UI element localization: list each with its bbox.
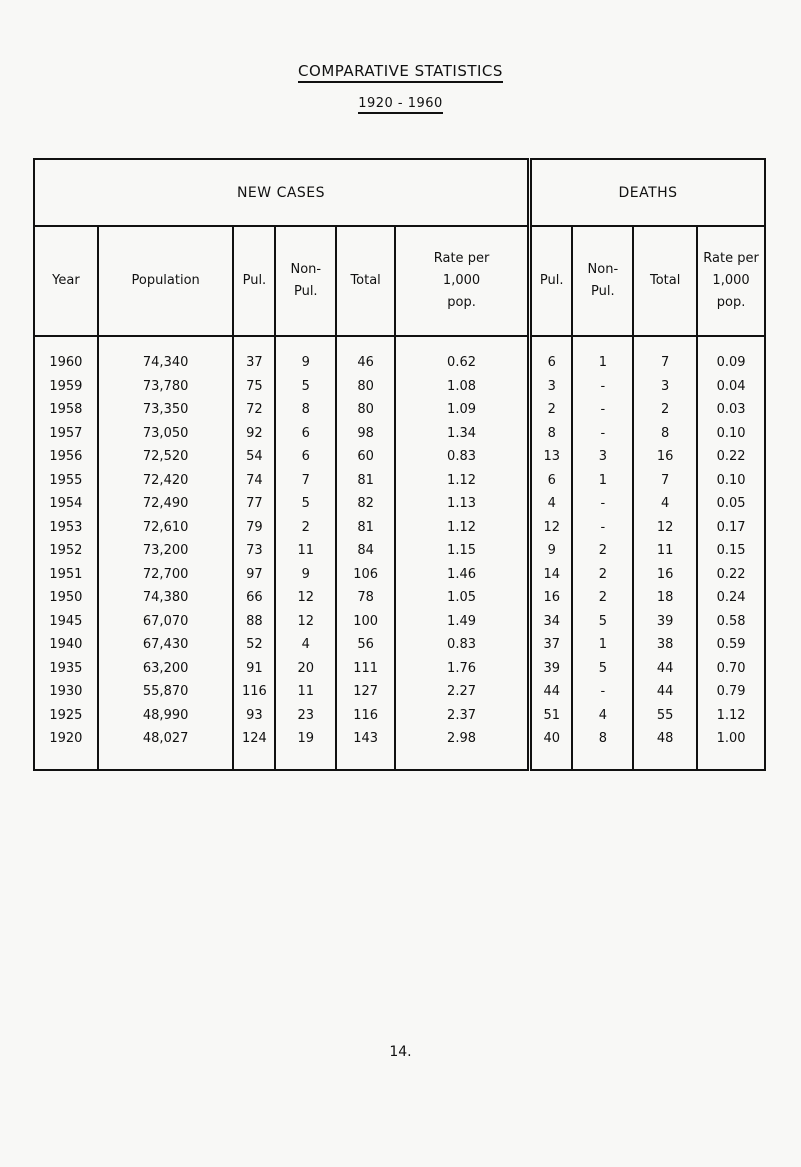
page-subtitle xyxy=(0,96,801,111)
cell-total: 80 xyxy=(336,398,395,422)
cell-non-pul: 9 xyxy=(275,351,336,375)
cell-pul: 124 xyxy=(233,727,275,751)
cell-deaths-non-pul: 2 xyxy=(572,586,633,610)
cell-rate: 1.08 xyxy=(395,375,529,399)
cell-total: 78 xyxy=(336,586,395,610)
cell-pul: 75 xyxy=(233,375,275,399)
new-cases-header: NEW CASES xyxy=(34,159,530,226)
cell-deaths-rate: 0.22 xyxy=(697,563,765,587)
cell-deaths-total: 55 xyxy=(633,704,697,728)
cell-year: 1950 xyxy=(34,586,98,610)
cell-rate: 0.83 xyxy=(395,445,529,469)
table-row xyxy=(34,727,765,751)
table-row xyxy=(34,351,765,375)
table-row xyxy=(34,633,765,657)
cell-non-pul: 5 xyxy=(275,492,336,516)
deaths-header: DEATHS xyxy=(530,159,765,226)
cell-non-pul: 4 xyxy=(275,633,336,657)
cell-deaths-rate: 0.24 xyxy=(697,586,765,610)
cell-deaths-non-pul: 1 xyxy=(572,633,633,657)
cell-deaths-total: 44 xyxy=(633,657,697,681)
cell-deaths-total: 38 xyxy=(633,633,697,657)
cell-total: 84 xyxy=(336,539,395,563)
cell-deaths-rate: 0.04 xyxy=(697,375,765,399)
cell-non-pul: 19 xyxy=(275,727,336,751)
cell-non-pul: 9 xyxy=(275,563,336,587)
column-header-row xyxy=(34,226,765,336)
cell-rate: 0.62 xyxy=(395,351,529,375)
cell-deaths-rate: 0.17 xyxy=(697,516,765,540)
cell-deaths-total: 39 xyxy=(633,610,697,634)
cell-population: 48,990 xyxy=(98,704,234,728)
cell-population: 74,340 xyxy=(98,351,234,375)
cell-deaths-total: 12 xyxy=(633,516,697,540)
cell-year: 1952 xyxy=(34,539,98,563)
cell-deaths-pul: 4 xyxy=(530,492,573,516)
cell-deaths-non-pul: - xyxy=(572,516,633,540)
cell-population: 73,050 xyxy=(98,422,234,446)
cell-total: 60 xyxy=(336,445,395,469)
cell-deaths-non-pul: - xyxy=(572,375,633,399)
cell-rate: 2.98 xyxy=(395,727,529,751)
table-body xyxy=(34,336,765,770)
cell-rate: 1.34 xyxy=(395,422,529,446)
table-row xyxy=(34,657,765,681)
cell-non-pul: 11 xyxy=(275,680,336,704)
cell-total: 106 xyxy=(336,563,395,587)
cell-pul: 72 xyxy=(233,398,275,422)
cell-total: 98 xyxy=(336,422,395,446)
cell-deaths-pul: 14 xyxy=(530,563,573,587)
cell-deaths-rate: 1.00 xyxy=(697,727,765,751)
col-total: Total xyxy=(336,226,395,336)
cell-year: 1920 xyxy=(34,727,98,751)
cell-non-pul: 12 xyxy=(275,586,336,610)
table-row xyxy=(34,445,765,469)
cell-population: 73,350 xyxy=(98,398,234,422)
col-rate: Rate per 1,000 pop. xyxy=(395,226,529,336)
cell-non-pul: 6 xyxy=(275,445,336,469)
cell-non-pul: 2 xyxy=(275,516,336,540)
table-row xyxy=(34,398,765,422)
cell-deaths-pul: 34 xyxy=(530,610,573,634)
cell-deaths-non-pul: 1 xyxy=(572,469,633,493)
cell-year: 1958 xyxy=(34,398,98,422)
cell-rate: 0.83 xyxy=(395,633,529,657)
cell-deaths-non-pul: 5 xyxy=(572,610,633,634)
cell-year: 1951 xyxy=(34,563,98,587)
cell-year: 1930 xyxy=(34,680,98,704)
col-deaths-pul: Pul. xyxy=(530,226,573,336)
cell-deaths-rate: 0.58 xyxy=(697,610,765,634)
cell-population: 72,520 xyxy=(98,445,234,469)
cell-total: 127 xyxy=(336,680,395,704)
cell-deaths-pul: 3 xyxy=(530,375,573,399)
cell-pul: 77 xyxy=(233,492,275,516)
cell-pul: 73 xyxy=(233,539,275,563)
page-subtitle-text: 1920 - 1960 xyxy=(358,96,443,114)
cell-total: 143 xyxy=(336,727,395,751)
cell-deaths-total: 2 xyxy=(633,398,697,422)
table-row xyxy=(34,469,765,493)
cell-year: 1955 xyxy=(34,469,98,493)
cell-rate: 1.12 xyxy=(395,469,529,493)
cell-non-pul: 20 xyxy=(275,657,336,681)
cell-deaths-pul: 16 xyxy=(530,586,573,610)
cell-deaths-rate: 0.03 xyxy=(697,398,765,422)
cell-deaths-total: 3 xyxy=(633,375,697,399)
cell-deaths-non-pul: 5 xyxy=(572,657,633,681)
cell-deaths-rate: 0.10 xyxy=(697,469,765,493)
cell-rate: 1.13 xyxy=(395,492,529,516)
cell-year: 1959 xyxy=(34,375,98,399)
cell-pul: 93 xyxy=(233,704,275,728)
cell-pul: 79 xyxy=(233,516,275,540)
cell-deaths-pul: 40 xyxy=(530,727,573,751)
cell-deaths-pul: 6 xyxy=(530,351,573,375)
col-population: Population xyxy=(98,226,234,336)
cell-deaths-pul: 2 xyxy=(530,398,573,422)
cell-deaths-pul: 37 xyxy=(530,633,573,657)
col-deaths-non-pul: Non- Pul. xyxy=(572,226,633,336)
cell-rate: 1.76 xyxy=(395,657,529,681)
cell-deaths-pul: 51 xyxy=(530,704,573,728)
cell-rate: 1.09 xyxy=(395,398,529,422)
cell-total: 80 xyxy=(336,375,395,399)
cell-deaths-pul: 44 xyxy=(530,680,573,704)
cell-deaths-rate: 1.12 xyxy=(697,704,765,728)
cell-deaths-total: 7 xyxy=(633,469,697,493)
cell-non-pul: 11 xyxy=(275,539,336,563)
cell-deaths-rate: 0.70 xyxy=(697,657,765,681)
cell-deaths-non-pul: - xyxy=(572,492,633,516)
cell-deaths-rate: 0.10 xyxy=(697,422,765,446)
cell-year: 1953 xyxy=(34,516,98,540)
cell-deaths-total: 8 xyxy=(633,422,697,446)
cell-rate: 2.37 xyxy=(395,704,529,728)
table-row xyxy=(34,375,765,399)
cell-population: 72,490 xyxy=(98,492,234,516)
cell-pul: 88 xyxy=(233,610,275,634)
cell-non-pul: 12 xyxy=(275,610,336,634)
cell-pul: 74 xyxy=(233,469,275,493)
cell-deaths-total: 11 xyxy=(633,539,697,563)
cell-deaths-total: 16 xyxy=(633,445,697,469)
cell-total: 82 xyxy=(336,492,395,516)
cell-non-pul: 7 xyxy=(275,469,336,493)
cell-population: 73,200 xyxy=(98,539,234,563)
table-row xyxy=(34,680,765,704)
cell-deaths-non-pul: 2 xyxy=(572,563,633,587)
table-row xyxy=(34,563,765,587)
statistics-table xyxy=(33,158,766,771)
cell-year: 1957 xyxy=(34,422,98,446)
cell-deaths-rate: 0.79 xyxy=(697,680,765,704)
cell-rate: 2.27 xyxy=(395,680,529,704)
cell-deaths-total: 48 xyxy=(633,727,697,751)
cell-year: 1935 xyxy=(34,657,98,681)
cell-deaths-total: 18 xyxy=(633,586,697,610)
table-row xyxy=(34,704,765,728)
page-title-text: COMPARATIVE STATISTICS xyxy=(298,62,503,83)
cell-total: 116 xyxy=(336,704,395,728)
cell-deaths-total: 7 xyxy=(633,351,697,375)
cell-non-pul: 8 xyxy=(275,398,336,422)
cell-population: 72,610 xyxy=(98,516,234,540)
section-header-row xyxy=(34,159,765,226)
table-row xyxy=(34,610,765,634)
cell-deaths-rate: 0.05 xyxy=(697,492,765,516)
cell-year: 1940 xyxy=(34,633,98,657)
cell-total: 81 xyxy=(336,469,395,493)
cell-pul: 97 xyxy=(233,563,275,587)
cell-deaths-pul: 8 xyxy=(530,422,573,446)
cell-population: 72,420 xyxy=(98,469,234,493)
cell-deaths-total: 4 xyxy=(633,492,697,516)
cell-total: 100 xyxy=(336,610,395,634)
cell-deaths-non-pul: - xyxy=(572,680,633,704)
cell-year: 1954 xyxy=(34,492,98,516)
cell-deaths-non-pul: 4 xyxy=(572,704,633,728)
cell-deaths-pul: 13 xyxy=(530,445,573,469)
cell-pul: 116 xyxy=(233,680,275,704)
page-number: 14. xyxy=(389,1044,412,1060)
cell-deaths-non-pul: 1 xyxy=(572,351,633,375)
cell-rate: 1.15 xyxy=(395,539,529,563)
cell-non-pul: 6 xyxy=(275,422,336,446)
table-row xyxy=(34,492,765,516)
cell-year: 1960 xyxy=(34,351,98,375)
cell-rate: 1.49 xyxy=(395,610,529,634)
cell-deaths-rate: 0.59 xyxy=(697,633,765,657)
cell-population: 63,200 xyxy=(98,657,234,681)
page-title xyxy=(0,62,801,80)
col-deaths-rate: Rate per 1,000 pop. xyxy=(697,226,765,336)
cell-population: 72,700 xyxy=(98,563,234,587)
cell-pul: 54 xyxy=(233,445,275,469)
cell-total: 56 xyxy=(336,633,395,657)
cell-deaths-rate: 0.22 xyxy=(697,445,765,469)
cell-population: 74,380 xyxy=(98,586,234,610)
col-deaths-total: Total xyxy=(633,226,697,336)
cell-deaths-non-pul: 8 xyxy=(572,727,633,751)
col-pul: Pul. xyxy=(233,226,275,336)
cell-deaths-pul: 12 xyxy=(530,516,573,540)
cell-deaths-total: 44 xyxy=(633,680,697,704)
cell-pul: 37 xyxy=(233,351,275,375)
cell-population: 67,070 xyxy=(98,610,234,634)
cell-population: 55,870 xyxy=(98,680,234,704)
cell-rate: 1.12 xyxy=(395,516,529,540)
cell-population: 48,027 xyxy=(98,727,234,751)
cell-deaths-pul: 9 xyxy=(530,539,573,563)
cell-total: 81 xyxy=(336,516,395,540)
cell-year: 1925 xyxy=(34,704,98,728)
cell-pul: 52 xyxy=(233,633,275,657)
table-row xyxy=(34,516,765,540)
cell-rate: 1.05 xyxy=(395,586,529,610)
cell-pul: 66 xyxy=(233,586,275,610)
cell-deaths-non-pul: 2 xyxy=(572,539,633,563)
cell-non-pul: 23 xyxy=(275,704,336,728)
cell-rate: 1.46 xyxy=(395,563,529,587)
cell-deaths-non-pul: - xyxy=(572,422,633,446)
cell-deaths-non-pul: - xyxy=(572,398,633,422)
cell-year: 1945 xyxy=(34,610,98,634)
cell-deaths-pul: 6 xyxy=(530,469,573,493)
col-year: Year xyxy=(34,226,98,336)
cell-deaths-rate: 0.15 xyxy=(697,539,765,563)
cell-pul: 91 xyxy=(233,657,275,681)
cell-population: 67,430 xyxy=(98,633,234,657)
cell-deaths-non-pul: 3 xyxy=(572,445,633,469)
table-row xyxy=(34,539,765,563)
cell-deaths-total: 16 xyxy=(633,563,697,587)
cell-deaths-pul: 39 xyxy=(530,657,573,681)
table-row xyxy=(34,586,765,610)
cell-year: 1956 xyxy=(34,445,98,469)
cell-pul: 92 xyxy=(233,422,275,446)
col-non-pul: Non- Pul. xyxy=(275,226,336,336)
cell-deaths-rate: 0.09 xyxy=(697,351,765,375)
table-row xyxy=(34,422,765,446)
cell-population: 73,780 xyxy=(98,375,234,399)
cell-total: 111 xyxy=(336,657,395,681)
cell-non-pul: 5 xyxy=(275,375,336,399)
cell-total: 46 xyxy=(336,351,395,375)
